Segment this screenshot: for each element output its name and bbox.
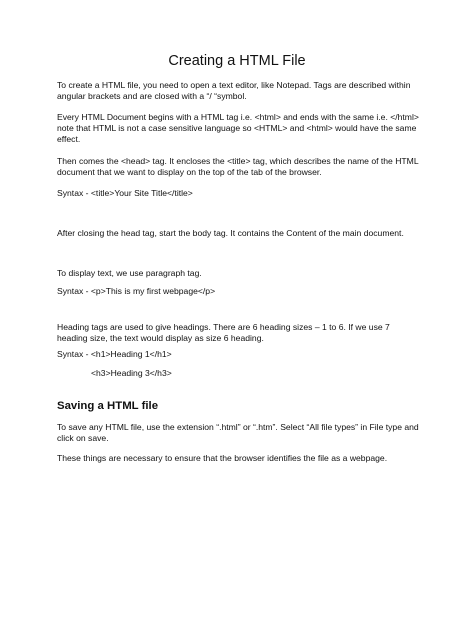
page-title: Creating a HTML File (168, 53, 306, 69)
html-tag-paragraph: Every HTML Document begins with a HTML tag i.e. <html> and ends with the same i.e. </html> note that HTML is not a case sensitive language so <HTML> and <html> would have the same effect. (57, 112, 419, 145)
heading-example-line: <h3>Heading 3</h3> (91, 368, 172, 378)
section-heading: Saving a HTML file (57, 400, 159, 412)
intro-paragraph: To create a HTML file, you need to open a text editor, like Notepad. Tags are described within angular brackets and are closed with a “/ “symbol. (57, 80, 411, 102)
body-tag-paragraph: After closing the head tag, start the body tag. It contains the Content of the main document. (57, 228, 404, 238)
heading-syntax-line: Syntax - <h1>Heading 1</h1> (57, 349, 172, 359)
webpage-paragraph: These things are necessary to ensure that the browser identifies the file as a webpage. (57, 453, 388, 463)
title-syntax-line: Syntax - <title>Your Site Title</title> (57, 188, 193, 198)
save-paragraph: To save any HTML file, use the extension “.html” or “.htm”. Select “All file types” in File type and click on save. (57, 422, 419, 444)
head-tag-paragraph: Then comes the <head> tag. It encloses the <title> tag, which describes the name of the HTML document that we want to display on the top of the tab of the browser. (57, 156, 419, 178)
paragraph-syntax-line: Syntax - <p>This is my first webpage</p> (57, 286, 216, 296)
paragraph-tag-paragraph: To display text, we use paragraph tag. (57, 268, 202, 278)
heading-tags-paragraph: Heading tags are used to give headings. There are 6 heading sizes – 1 to 6. If we use 7 heading size, the text would display as size 6 heading. (57, 322, 390, 344)
